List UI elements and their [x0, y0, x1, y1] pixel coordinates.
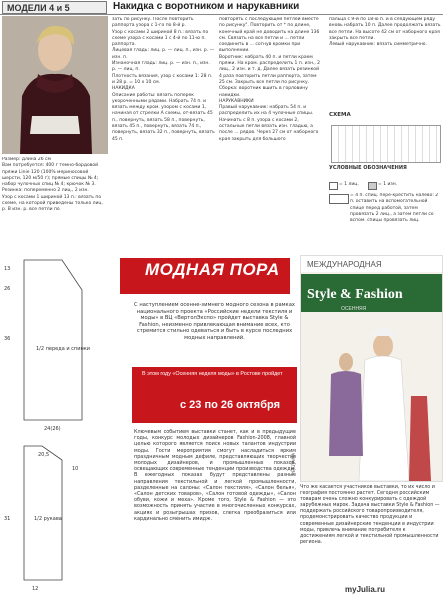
model-photo: [2, 16, 108, 154]
intro-paragraph: С наступлением осенне-зимнего модного сезона в рамках национального проекта «Российские недели текстиля и моды» в ВЦ «ВертолЭкспо» пройдет выставка Style & Fashion, неизменно привлекающая внимание всех, кто стремится стильно одеваться и быть в курсе последних модных направлений.: [134, 302, 295, 341]
right-column-text: пальца с 9-й по 18-ю п. и в следующем ряду вновь набрать 10 п. Далее продолжать вязать все петли. На высоте 42 см от наборного края закрыть все петли. Левый нарукавник: вязать симметрично.: [329, 17, 441, 48]
ad-sub: ОСЕННЯЯ: [341, 306, 367, 312]
middle2-column-text: повторять с последующей петлей вместе по рисунку". Повторить от * по длине, конечный край не доводить на длине 136 см. Связать на все петли и ... петли соединить в ... согнув кромки при выполнении. Воротник: набрать 40 п. и петли краем пряжи. На кром. распределить 1 п. изн., 2 лиц., 2 изн. и т. д. Далее вязать резинкой 4 раза повторить петли раппорта, затем 25 см. Закрыть все петли по рисунку. Сборка: воротник вшить в горловину накидки. НАРУКАВНИКИ Правый нарукавник: набрать 54 п. и распределить их на 4 чулочные спицы. Начинать с 8 п. узора с косами 2, остальные петли вязать изн. гладью, а после ... рядов. Через 27 см от наборного края закрыть для большого: [219, 17, 321, 142]
legend-knit: = 1 лиц.: [339, 182, 359, 187]
pattern-dim-10: 10: [72, 466, 79, 472]
pattern-schematic: [2, 250, 122, 595]
ad-side-label: РЕКЛАМА: [292, 452, 297, 475]
legend-heading: УСЛОВНЫЕ ОБОЗНАЧЕНИЯ: [329, 165, 407, 171]
pattern-label-sleeve: 1/2 рукава: [34, 516, 62, 522]
right-body-paragraph: Что же касается участников выставки, то их число и география постоянно растет. Сегодня российским товарам очень сложно конкурировать с одеждой зарубежных марок. Задача выставки Style & Fashion — поддержать российского товаропроизводителя, продемонстрировать качество продукции и современные дизайнерские тенденции в индустрии моды, привлечь внимание потребителя к достижениям легкой и текстильной промышленности региона.: [300, 485, 440, 545]
pattern-dim-31: 31: [4, 516, 11, 522]
model-illustration: [2, 16, 108, 154]
cable-symbol-icon: [329, 194, 349, 204]
fashion-ad-image: [300, 255, 443, 482]
ad-top-text: МЕЖДУНАРОДНАЯ: [307, 260, 382, 269]
pattern-dim-20-5: 20,5: [38, 452, 50, 458]
schema-heading: СХЕМА: [329, 112, 351, 118]
event-text: В этом году «Осенняя неделя моды» в Ростове пройдет: [142, 371, 283, 377]
purl-symbol-icon: [368, 182, 377, 190]
middle-column-text: зать по рисунку. После повторить раппорта узора с 1-го по 8-й р. Узор с косами 2 шириной 8 п.: вязать по схеме узора с косами 1 с 4-й по 11-ю п. раппорта. Лицевая гладь: лиц. р. — лиц. п., изн. р. — изн. п. Изнаночная гладь: лиц. р. — изн. п., изн. р. — лиц. п. Плотность вязания, узор с косами 1: 28 п. и 28 р. = 10 х 10 см. НАКИДКА Описание работы: вязать поперек укороченными рядами. Набрать 74 п. и вязать между кром. узором с косами 1, начиная от стрелки А схемы, от-вязать 45 п., повернуть, вязать 58 п., повернуть, вязать 45 п., повернуть, вязать 74 п., повернуть, вязать 32 п., повернуть, вязать 45 п.: [112, 17, 215, 142]
stitch-chart: [331, 125, 441, 163]
fashion-ad-illustration: [301, 256, 442, 481]
section-label: МОДЕЛИ 4 и 5: [2, 1, 107, 14]
pattern-dim-13: 13: [4, 266, 11, 272]
pattern-label-front: 1/2 переда и спинки: [36, 346, 90, 352]
knit-symbol-icon: [329, 182, 338, 190]
banner-title: МОДНАЯ ПОРА: [145, 260, 280, 279]
footer-watermark: myJulia.ru: [345, 585, 386, 594]
event-dates: с 23 по 26 октября: [180, 399, 280, 411]
legend-cable: = 4 п. спиц. пере-крестить налево: 2 п. оставить на вспомогательной спице перед работой, затем провязать 2 лиц., а затем петли со вспом. спицы провязать лиц.: [350, 193, 439, 224]
pattern-dim-24: 24(26): [44, 426, 61, 432]
pattern-dim-36: 36: [4, 336, 11, 342]
ad-brand: Style & Fashion: [307, 287, 403, 302]
page-title: Накидка с воротником и нарукавники: [113, 1, 300, 12]
body-paragraph: Ключевым событием выставки станет, как и в предыдущие годы, конкурс молодых дизайнеров Fashion-2008, главной целью которого является поиск новых талантов индустрии моды. Гости мероприятия смогут насладиться ярким праздничным модным дефиле, представляющих творчество молодых дизайнеров, и промышленных показов, освещающих современные тенденции производства одежды. В ежегодных показах будут представлены разные направления текстильной и легкой промышленности, разделенные на салоны: «Салон текстиля», «Салон белья», «Салон детских товаров», «Салон готовой одежды», «Салон обуви, кожи и меха». Кроме того, Style & Fashion — это возможность принять участие в многочисленных конкурсах, акциях и розыгрышах призов, слегка преобразиться или кардинально сменить имидж.: [134, 429, 296, 522]
left-column-text: Размер: длина 26 см Вам потребуется: 400 г темно-бордовой пряжи Linie 120 (100% мериносовой шерсти, 120 м/50 г); прямые спицы № 4; набор чулочных спиц № 4; крючок № 3. Резинка: попеременно 2 лиц., 2 изн. Узор с косами 1 шириной 13 п.: вязать по схеме, на которой приведены только лиц. р. В изн. р. все петли по: [2, 157, 103, 213]
pattern-dim-26: 26: [4, 286, 11, 292]
pattern-dim-12: 12: [32, 586, 39, 592]
legend-purl: = 1 изн.: [378, 182, 398, 187]
